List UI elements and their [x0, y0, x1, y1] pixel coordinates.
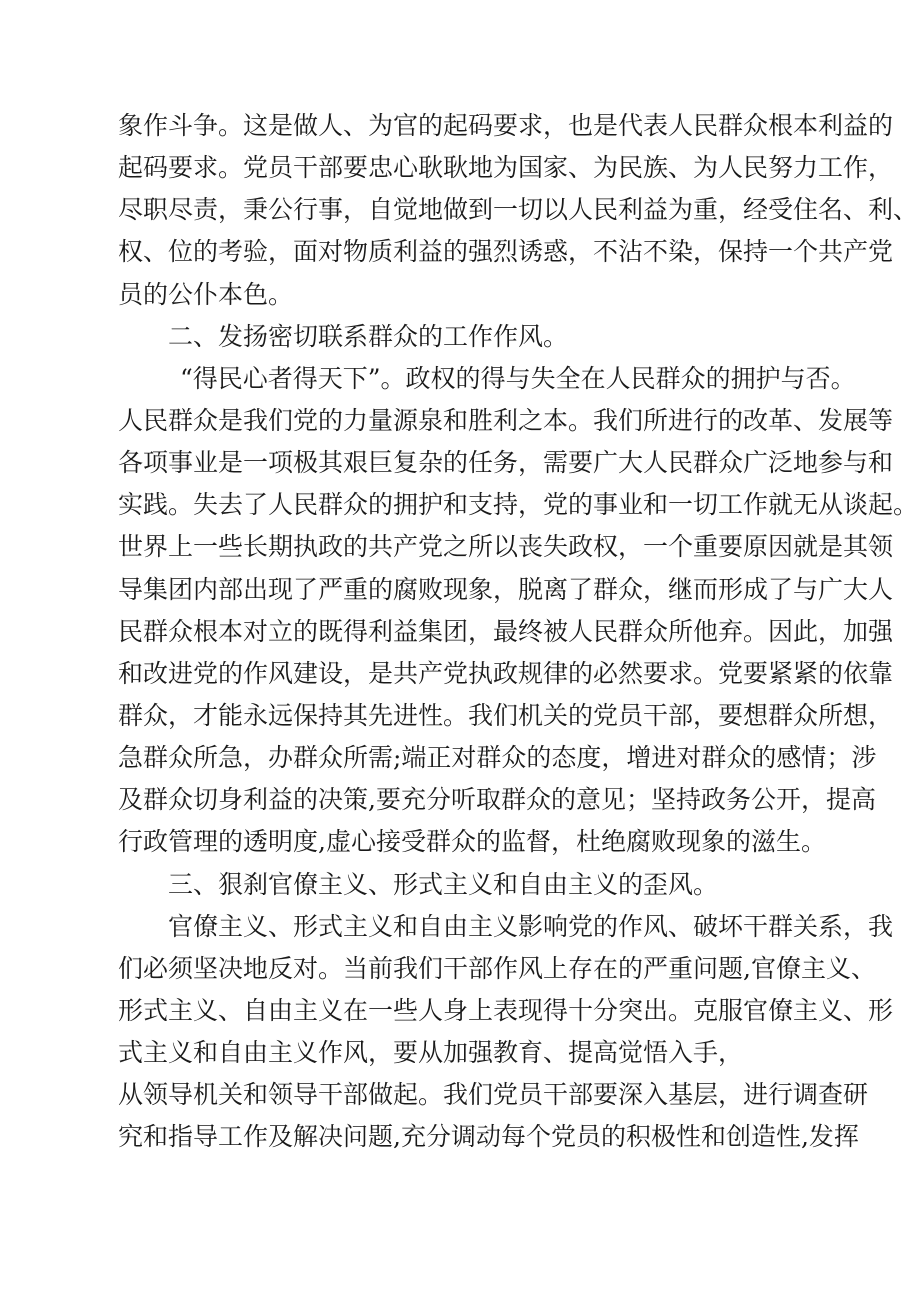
text-line: 权、位的考验，面对物质利益的强烈诱惑，不沾不染，保持一个共产党: [118, 237, 894, 267]
text-line: 象作斗争。这是做人、为官的起码要求，也是代表人民群众根本利益的: [118, 111, 894, 140]
text-line: 行政管理的透明度,虚心接受群众的监督，杜绝腐败现象的滋生。: [118, 827, 826, 857]
text-line: 人民群众是我们党的力量源泉和胜利之本。我们所进行的改革、发展等: [118, 405, 894, 435]
section-heading: 二、发扬密切联系群众的工作作风。: [168, 321, 569, 351]
text-line: 和改进党的作风建设，是共产党执政规律的必然要求。党要紧紧的依靠: [118, 658, 894, 688]
text-line: 起码要求。党员干部要忠心耿耿地为国家、为民族、为人民努力工作，: [118, 153, 894, 183]
text-line: 式主义和自由主义作风，要从加强教育、提高觉悟入手，: [118, 1038, 744, 1068]
text-line: 形式主义、自由主义在一些人身上表现得十分突出。克服官僚主义、形: [118, 995, 894, 1025]
text-line: 官僚主义、形式主义和自由主义影响党的作风、破坏干群关系，我: [168, 911, 894, 941]
text-line: 导集团内部出现了严重的腐败现象，脱离了群众，继而形成了与广大人: [118, 574, 894, 604]
text-line: 世界上一些长期执政的共产党之所以丧失政权，一个重要原因就是其领: [118, 532, 894, 562]
text-line: 究和指导工作及解决问题,充分调动每个党员的积极性和创造性,发挥: [118, 1122, 859, 1152]
text-line: 尽职尽责，秉公行事，自觉地做到一切以人民利益为重，经受住名、利、: [118, 195, 919, 225]
section-heading: 三、狠刹官僚主义、形式主义和自由主义的歪风。: [168, 869, 719, 899]
text-line: “得民心者得天下”。政权的得与失全在人民群众的拥护与否。: [180, 363, 856, 393]
text-line: 从领导机关和领导干部做起。我们党员干部要深入基层，进行调查研: [118, 1080, 869, 1110]
text-line: 及群众切身利益的决策,要充分听取群众的意见；坚持政务公开，提高: [118, 785, 876, 815]
text-line: 群众，才能永远保持其先进性。我们机关的党员干部，要想群众所想，: [118, 700, 894, 730]
text-line: 们必须坚决地反对。当前我们干部作风上存在的严重问题,官僚主义、: [118, 953, 876, 983]
body-text: [118, 105, 919, 1159]
text-line: 民群众根本对立的既得利益集团，最终被人民群众所他弃。因此，加强: [118, 616, 894, 646]
text-line: 急群众所急，办群众所需;端正对群众的态度，增进对群众的感情；涉: [118, 743, 877, 773]
text-line: 实践。失去了人民群众的拥护和支持，党的事业和一切工作就无从谈起。: [118, 490, 919, 520]
text-line: 员的公仆本色。: [118, 279, 294, 309]
text-line: 各项事业是一项极其艰巨复杂的任务，需要广大人民群众广泛地参与和: [118, 448, 894, 478]
